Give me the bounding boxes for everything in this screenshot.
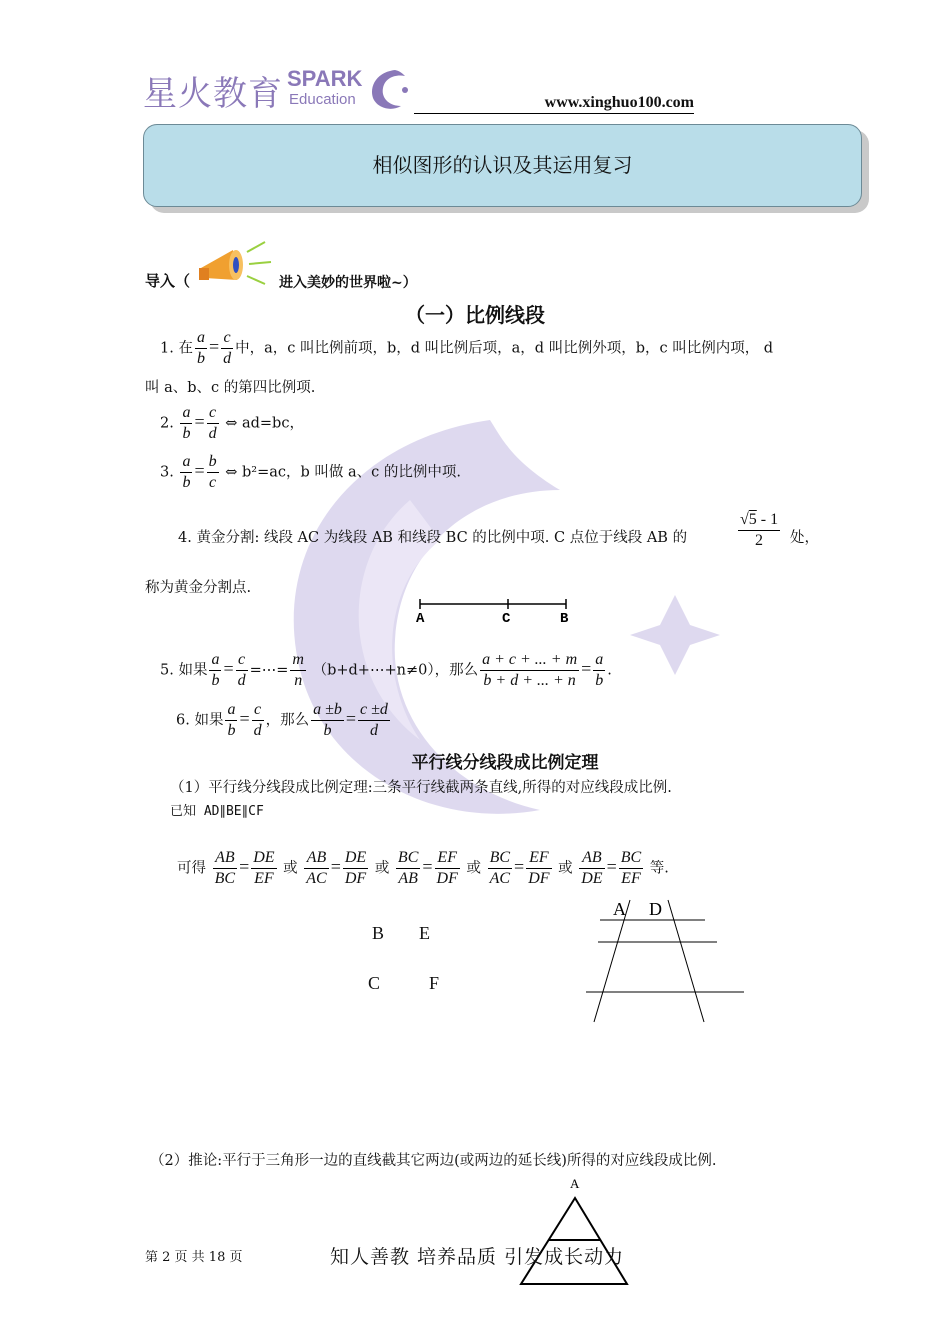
item-2: 2. $\frac{a}{b}$ = $\frac{c}{d}$ ⇔ ad=bc，: [160, 404, 304, 442]
item-4-text: 4. 黄金分割: 线段 AC 为线段 AB 和线段 BC 的比例中项. C 点位于线段 AB 的: [178, 530, 688, 546]
figure-label-a: A: [613, 899, 626, 919]
item-6: 6. 如果 $\frac{a}{b}$ = $\frac{c}{d}$ ，那么 $\frac{a \pm b}{b}$ = $\frac{c \pm d}{d}$: [176, 701, 388, 739]
page-title: 相似图形的认识及其运用复习: [143, 124, 862, 207]
triangle-figure: [515, 1172, 635, 1287]
item-4-line2: 称为黄金分割点.: [145, 580, 252, 596]
item-1-line2: 叫 a、b、c 的第四比例项.: [145, 380, 316, 396]
or-word: 或: [558, 860, 573, 877]
fraction-b-over-c: $\frac{b}{c}$: [208, 453, 217, 491]
item-3-text: ⇔ b²=ac，b 叫做 a、c 的比例中项.: [225, 464, 461, 481]
item-1-prefix: 1. 在: [160, 340, 193, 357]
theorem-paragraph-1: （1）平行线分线段成比例定理:三条平行线截两条直线,所得的对应线段成比例.: [170, 780, 672, 796]
parallel-lines-figure: [580, 895, 750, 1025]
item-3-prefix: 3.: [160, 464, 174, 481]
item-2-text: ⇔ ad=bc，: [225, 415, 304, 432]
spark-swirl-icon: [365, 66, 413, 112]
section-heading-ratio-segments: （一）比例线段: [405, 303, 545, 327]
theorem-result: 可得 $\frac{AB}{BC}$ = $\frac{DE}{EF}$ 或 $\frac{AB}{AC}$ = $\frac{DE}{DF}$ 或 $\frac{BC}{AB}$ = $\frac{EF}{DF}$ 或 $\frac{BC}{AC}$ = $\frac{EF}{DF}$ 或 $\frac{AB}{DE}$ = $\frac{BC}{EF}$ 等.: [177, 849, 669, 887]
segment-label-a: A: [416, 611, 425, 627]
item-5-condition: （b+d+⋯+n≠0），那么: [312, 662, 479, 679]
theorem-given: 已知 AD∥BE∥CF: [170, 804, 264, 819]
item-2-prefix: 2.: [160, 415, 174, 432]
segment-label-b: B: [560, 611, 569, 627]
logo-brand-text: SPARK: [287, 66, 363, 91]
logo-chinese-text: 星火教育: [143, 74, 283, 114]
or-word: 或: [283, 860, 298, 877]
fraction-c-over-d: $\frac{c}{d}$: [208, 404, 217, 442]
item-1: 1. 在 $\frac{a}{b}$ = $\frac{c}{d}$ 中，a，c 叫比例前项，b，d 叫比例后项，a，d 叫比例外项，b，c 叫比例内项， d: [160, 329, 774, 367]
item-5: 5. 如果 $\frac{a}{b}$ = $\frac{c}{d}$ =⋯= $\frac{m}{n}$ （b+d+⋯+n≠0），那么 $\frac{a + c + ... + m}{b + d + ... + n}$ = $\frac{a}{b}$ .: [160, 651, 612, 689]
item-6-mid: ，那么: [265, 712, 310, 729]
etc-word: 等.: [649, 860, 669, 877]
label-c: C: [368, 973, 381, 993]
item-4-suffix: 处，: [790, 530, 819, 546]
section-heading-parallel-theorem: 平行线分线段成比例定理: [411, 753, 599, 773]
triangle-label-a: A: [570, 1176, 580, 1191]
item-1-text: 中，a，c 叫比例前项，b，d 叫比例后项，a，d 叫比例外项，b，c 叫比例内项， d: [235, 340, 774, 357]
fraction-a-over-b: $\frac{a}{b}$: [182, 453, 191, 491]
or-word: 或: [374, 860, 390, 877]
website-url: www.xinghuo100.com: [414, 94, 694, 114]
megaphone-icon: [193, 240, 273, 288]
page-number: 第 2 页 共 18 页: [145, 1250, 243, 1265]
golden-ratio-fraction: $\frac{√5 - 1}{2}$: [740, 511, 779, 549]
figure-label-d: D: [649, 899, 662, 919]
intro-label: 导入（: [145, 272, 191, 290]
fraction-a-over-b: $\frac{a}{b}$: [196, 329, 205, 367]
fraction-c-over-d: $\frac{c}{d}$: [223, 329, 232, 367]
result-prefix: 可得: [177, 860, 206, 877]
label-f: F: [429, 973, 440, 993]
or-word: 或: [466, 860, 481, 877]
theorem-paragraph-2: （2）推论:平行于三角形一边的直线截其它两边(或两边的延长线)所得的对应线段成比例.: [150, 1153, 717, 1169]
label-e: E: [419, 923, 430, 943]
segment-label-c: C: [502, 611, 511, 627]
item-5-prefix: 5. 如果: [160, 662, 208, 679]
item-3: 3. $\frac{a}{b}$ = $\frac{b}{c}$ ⇔ b²=ac，b 叫做 a、c 的比例中项.: [160, 453, 461, 491]
intro-text: 进入美妙的世界啦~）: [279, 275, 417, 291]
footer-slogan: 知人善教 培养品质 引发成长动力: [330, 1246, 625, 1268]
item-5-mid: =⋯=: [249, 662, 289, 679]
fraction-a-over-b: $\frac{a}{b}$: [182, 404, 191, 442]
segment-diagram: [410, 596, 580, 628]
logo-sub-text: Education: [289, 91, 356, 108]
item-6-prefix: 6. 如果: [176, 712, 224, 729]
label-b: B: [372, 923, 385, 943]
